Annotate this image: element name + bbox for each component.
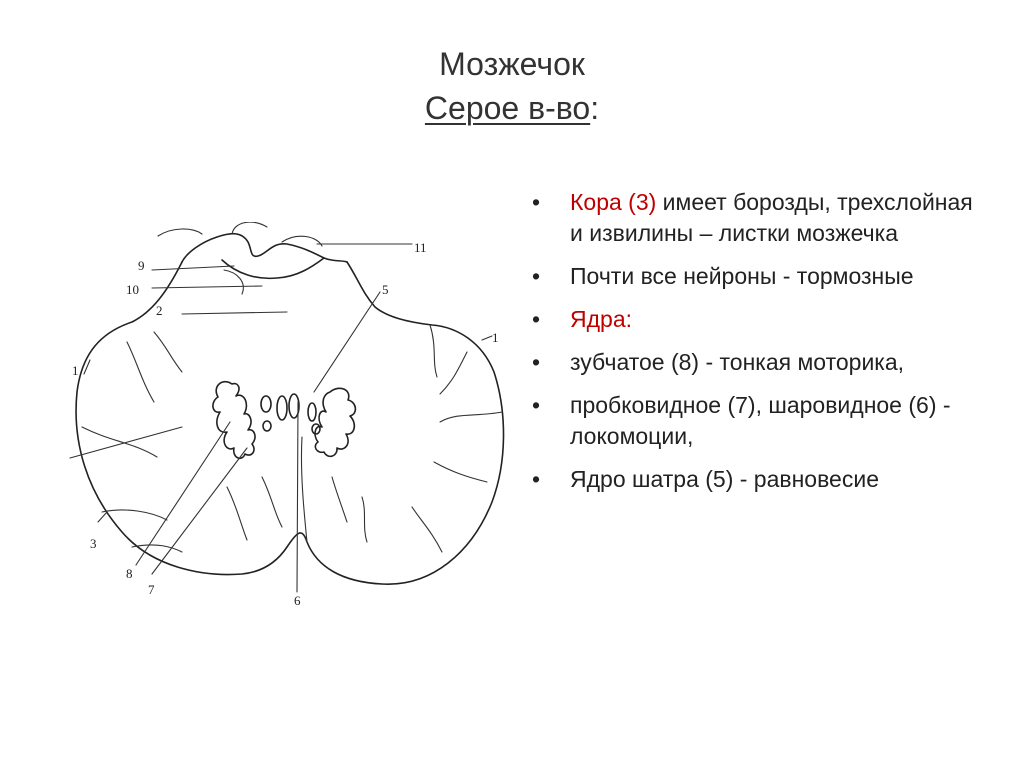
bullet-marker: • — [532, 466, 541, 492]
label-5: 5 — [382, 282, 389, 297]
bullet-lead: Ядра: — [570, 306, 633, 332]
label-3: 3 — [90, 536, 97, 551]
bullet-item — [532, 347, 982, 378]
bullet-text: Почти все нейроны - тормозные — [570, 263, 914, 289]
label-11: 11 — [414, 240, 427, 255]
top-lobe — [182, 234, 347, 262]
cerebellum-diagram — [62, 222, 522, 612]
label-10: 10 — [126, 282, 139, 297]
bullet-item — [532, 304, 982, 335]
bullet-text: пробковидное (7), шаровидное (6) - локомоции, — [570, 392, 951, 449]
title-line-1: Мозжечок — [439, 46, 585, 82]
bullet-list — [532, 187, 982, 507]
bullet-text: зубчатое (8) - тонкая моторика, — [570, 349, 905, 375]
label-1-right: 1 — [492, 330, 499, 345]
bullet-text: имеет борозды, трехслойная и извилины – листки мозжечка — [570, 189, 973, 246]
bullet-marker: • — [532, 392, 541, 418]
label-2: 2 — [156, 303, 163, 318]
label-9: 9 — [138, 258, 145, 273]
dentate-nucleus-right — [315, 388, 355, 456]
label-1-left: 1 — [72, 363, 79, 378]
title-line-2 — [0, 86, 1024, 130]
slide-title — [0, 42, 1024, 130]
bullet-marker: • — [532, 349, 541, 375]
cerebellum-drawing — [62, 222, 522, 612]
bullet-marker: • — [532, 306, 541, 332]
title-colon: : — [590, 90, 600, 126]
bullet-item — [532, 261, 982, 292]
cerebellum-outline — [76, 262, 503, 584]
bullet-marker: • — [532, 263, 541, 289]
label-7: 7 — [148, 582, 155, 597]
dentate-nucleus-left — [213, 382, 255, 459]
bullet-item — [532, 390, 982, 452]
bullet-item — [532, 464, 982, 495]
bullet-lead: Кора (3) — [570, 189, 657, 215]
title-subheading: Серое в-во — [424, 90, 591, 126]
bullet-marker: • — [532, 189, 541, 215]
bullet-item — [532, 187, 982, 249]
label-8: 8 — [126, 566, 133, 581]
label-6: 6 — [294, 593, 301, 608]
bullet-text: Ядро шатра (5) - равновесие — [570, 466, 879, 492]
